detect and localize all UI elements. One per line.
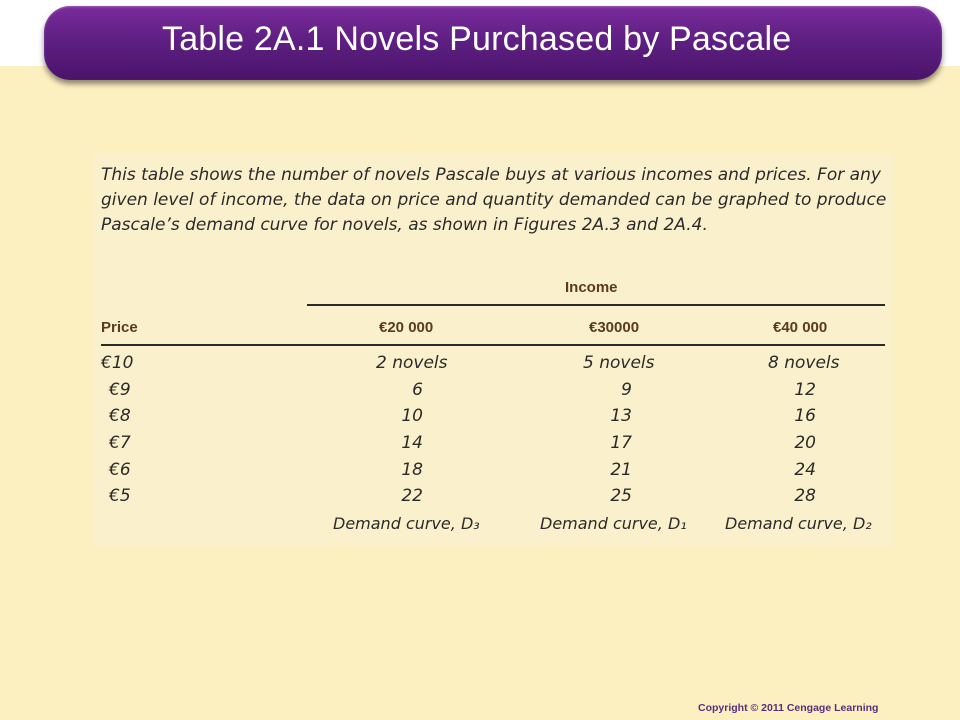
price-cell: €8	[109, 406, 131, 426]
quantity-cell: 12	[794, 380, 816, 400]
quantity-cell: 9	[621, 380, 632, 400]
price-cell: €5	[109, 486, 131, 506]
price-column-header: Price	[101, 319, 138, 336]
title-bar	[44, 6, 942, 80]
quantity-cell: 6	[412, 380, 423, 400]
income-rule	[307, 304, 885, 306]
table-figure	[93, 153, 893, 546]
income-header-30000: €30000	[589, 319, 640, 336]
price-cell: €6	[109, 460, 131, 480]
demand-curve-label: Demand curve, D₂	[725, 514, 872, 533]
header-rule	[101, 344, 885, 346]
quantity-cell: 5 novels	[583, 353, 655, 373]
quantity-cell: 10	[401, 406, 423, 426]
quantity-cell: 2 novels	[376, 353, 448, 373]
quantity-cell: 25	[610, 486, 632, 506]
quantity-cell: 17	[610, 433, 632, 453]
quantity-cell: 22	[401, 486, 423, 506]
quantity-cell: 8 novels	[768, 353, 840, 373]
quantity-cell: 21	[610, 460, 632, 480]
slide-title: Table 2A.1 Novels Purchased by Pascale	[162, 20, 792, 58]
quantity-cell: 20	[794, 433, 816, 453]
quantity-cell: 13	[610, 406, 632, 426]
price-cell: €7	[109, 433, 131, 453]
quantity-cell: 16	[794, 406, 816, 426]
income-header-40000: €40 000	[773, 319, 828, 336]
copyright-notice: Copyright © 2011 Cengage Learning	[698, 702, 879, 714]
demand-curve-label: Demand curve, D₃	[333, 514, 480, 533]
income-group-header: Income	[565, 279, 618, 296]
price-cell: €9	[109, 380, 131, 400]
income-header-20000: €20 000	[379, 319, 434, 336]
quantity-cell: 14	[401, 433, 423, 453]
quantity-cell: 18	[401, 460, 423, 480]
table-caption: This table shows the number of novels Pascale buys at various incomes and prices. For any given level of income, the data on price and quantity demanded can be graphed to produce Pascale’s demand curve for novels, as shown in Figures 2A.3 and 2A.4.	[101, 165, 887, 235]
demand-curve-label: Demand curve, D₁	[540, 514, 687, 533]
quantity-cell: 28	[794, 486, 816, 506]
quantity-cell: 24	[794, 460, 816, 480]
price-cell: €10	[101, 353, 134, 373]
